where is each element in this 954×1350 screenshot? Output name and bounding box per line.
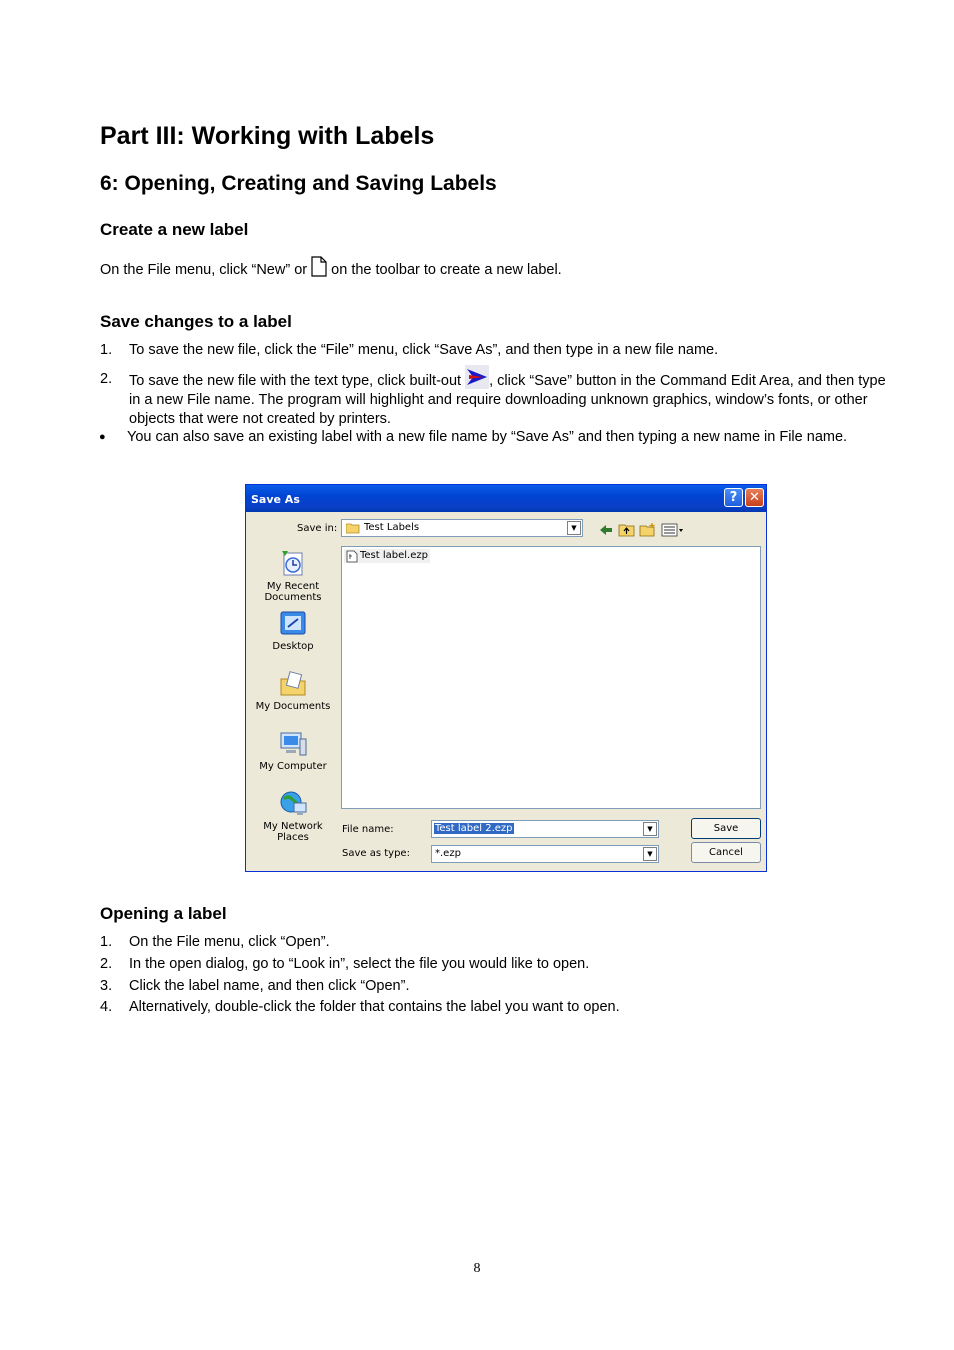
- my-documents-icon: [278, 669, 308, 699]
- place-my-documents[interactable]: My Documents: [246, 669, 340, 712]
- cancel-button[interactable]: Cancel: [691, 842, 761, 863]
- place-my-computer[interactable]: My Computer: [246, 729, 340, 772]
- bullet-icon: ●: [99, 431, 106, 443]
- dialog-titlebar: [246, 485, 766, 512]
- place-desktop[interactable]: Desktop: [246, 609, 340, 652]
- new-folder-icon[interactable]: [639, 522, 657, 538]
- built-out-icon: [465, 365, 489, 389]
- chevron-down-icon[interactable]: ▼: [643, 847, 657, 861]
- list-item: 3. Click the label name, and then click “Open”.: [100, 978, 410, 994]
- save-as-type-select[interactable]: *.ezp ▼: [431, 845, 659, 863]
- list-item: 1. To save the new file, click the “File” menu, click “Save As”, and then type in a new file name.: [100, 342, 719, 358]
- chevron-down-icon[interactable]: ▼: [643, 822, 657, 836]
- list-item: 2. To save the new file with the text type, click built-out , click “Save” button in the Command Edit Area, and then type in a new File name. The program will highlight and require downloading unknown graphics, window’s fonts, or other objects that were not created by printers.: [100, 365, 890, 429]
- save-in-label: Save in:: [297, 523, 338, 534]
- my-computer-icon: [278, 729, 308, 759]
- save-label-heading: Save changes to a label: [100, 312, 292, 331]
- file-name-input[interactable]: Test label 2.ezp ▼: [431, 820, 659, 838]
- list-item: 2. In the open dialog, go to “Look in”, select the file you would like to open.: [100, 956, 590, 972]
- place-network-places[interactable]: My Network Places: [246, 789, 340, 843]
- file-list[interactable]: [341, 546, 761, 809]
- view-menu-icon[interactable]: [661, 522, 685, 538]
- place-recent-documents[interactable]: My Recent Documents: [246, 549, 340, 603]
- folder-icon: [346, 523, 360, 534]
- save-as-type-label: Save as type:: [342, 848, 410, 859]
- label-file-icon: [346, 550, 358, 563]
- up-folder-icon[interactable]: [618, 522, 636, 538]
- create-label-text: On the File menu, click “New” or on the toolbar to create a new label.: [100, 256, 562, 280]
- create-label-heading: Create a new label: [100, 220, 249, 239]
- page-number: 8: [473, 1261, 481, 1276]
- new-document-icon: [311, 256, 327, 277]
- file-name-label: File name:: [342, 824, 394, 835]
- dialog-title: Save As: [251, 493, 300, 506]
- close-button[interactable]: ✕: [745, 488, 764, 507]
- list-item: 1. On the File menu, click “Open”.: [100, 934, 330, 950]
- list-item: 4. Alternatively, double-click the folder that contains the label you want to open.: [100, 999, 620, 1015]
- bullet-item: ● You can also save an existing label with a new file name by “Save As” and then typing a new name in File name.: [99, 429, 848, 445]
- page-heading: Part III: Working with Labels: [100, 122, 435, 150]
- help-button[interactable]: ?: [724, 488, 743, 507]
- recent-documents-icon: [278, 549, 308, 579]
- save-button[interactable]: Save: [691, 818, 761, 839]
- save-in-dropdown[interactable]: Test Labels ▼: [341, 519, 583, 537]
- places-bar: [246, 543, 340, 863]
- back-arrow-icon[interactable]: [597, 522, 615, 538]
- desktop-icon: [278, 609, 308, 639]
- list-item[interactable]: Test label.ezp: [344, 549, 430, 563]
- section-heading: 6: Opening, Creating and Saving Labels: [100, 172, 497, 195]
- save-as-dialog: [245, 484, 767, 872]
- opening-label-heading: Opening a label: [100, 904, 227, 923]
- chevron-down-icon[interactable]: ▼: [567, 521, 581, 535]
- network-places-icon: [278, 789, 308, 819]
